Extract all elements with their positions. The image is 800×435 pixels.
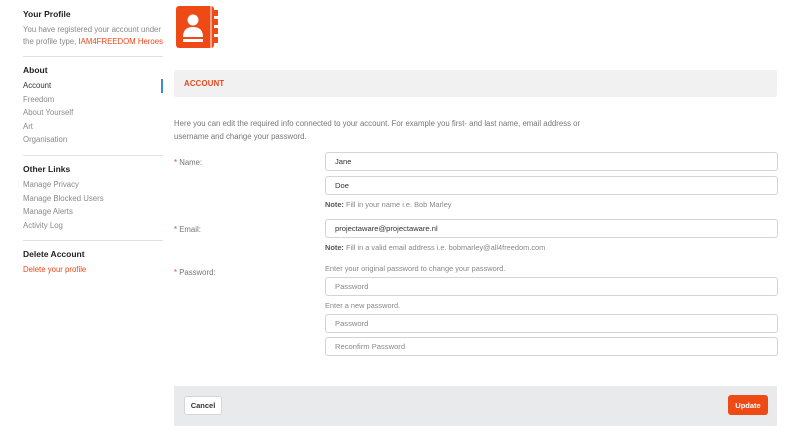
email-note (325, 243, 545, 252)
section-header (174, 70, 777, 97)
about-section-title: About (23, 65, 48, 75)
new-password-input[interactable] (325, 314, 778, 333)
sidebar-item-manage-blocked-users[interactable]: Manage Blocked Users (23, 193, 104, 203)
delete-profile-link[interactable]: Delete your profile (23, 265, 87, 275)
first-name-input[interactable] (325, 152, 778, 171)
sidebar-item-art[interactable]: Art (23, 121, 33, 131)
sidebar-item-activity-log[interactable]: Activity Log (23, 220, 63, 230)
name-note (325, 200, 452, 209)
contact-book-icon (174, 3, 220, 50)
name-note-label: Note: (325, 200, 344, 209)
sidebar-divider (23, 56, 163, 57)
email-input[interactable] (325, 219, 778, 238)
name-note-text: Fill in your name i.e. Bob Marley (343, 200, 452, 209)
required-marker: * (174, 268, 178, 277)
form-footer (174, 386, 777, 426)
sidebar (23, 0, 163, 277)
sidebar-item-account[interactable]: Account (23, 79, 163, 93)
sidebar-item-organisation[interactable]: Organisation (23, 135, 68, 145)
profile-text: You have registered your account under the profile type, (23, 25, 161, 46)
email-note-text: Fill in a valid email address i.e. bobmarley@all4freedom.com (343, 243, 546, 252)
name-label-text: Name: (179, 158, 203, 167)
sidebar-item-manage-alerts[interactable]: Manage Alerts (23, 207, 73, 217)
last-name-input[interactable] (325, 176, 778, 195)
section-title: ACCOUNT (184, 79, 225, 88)
cancel-button[interactable]: Cancel (184, 396, 222, 415)
sidebar-divider (23, 155, 163, 156)
email-note-label: Note: (325, 243, 344, 252)
email-label (174, 225, 201, 234)
delete-account-title: Delete Account (23, 249, 85, 260)
sidebar-item-about-yourself[interactable]: About Yourself (23, 108, 74, 118)
profile-type: IAM4FREEDOM Heroes (78, 37, 163, 46)
password-label (174, 268, 216, 277)
required-marker: * (174, 225, 178, 234)
profile-title: Your Profile (23, 9, 71, 19)
update-button[interactable]: Update (728, 395, 768, 415)
email-label-text: Email: (179, 225, 201, 234)
required-marker: * (174, 158, 178, 167)
intro-text: Here you can edit the required info connected to your account. For example you first- and last name, email address or username and change your password. (174, 119, 581, 141)
password-label-text: Password: (179, 268, 216, 277)
sidebar-item-freedom[interactable]: Freedom (23, 94, 55, 104)
name-label (174, 158, 202, 167)
profile-description (23, 24, 163, 48)
reconfirm-password-input[interactable] (325, 337, 778, 356)
new-password-hint: Enter a new password. (325, 301, 401, 310)
sidebar-item-manage-privacy[interactable]: Manage Privacy (23, 179, 79, 189)
password-hint: Enter your original password to change your password. (325, 264, 506, 273)
current-password-input[interactable] (325, 277, 778, 296)
other-links-title: Other Links (23, 163, 71, 174)
sidebar-divider (23, 240, 163, 241)
